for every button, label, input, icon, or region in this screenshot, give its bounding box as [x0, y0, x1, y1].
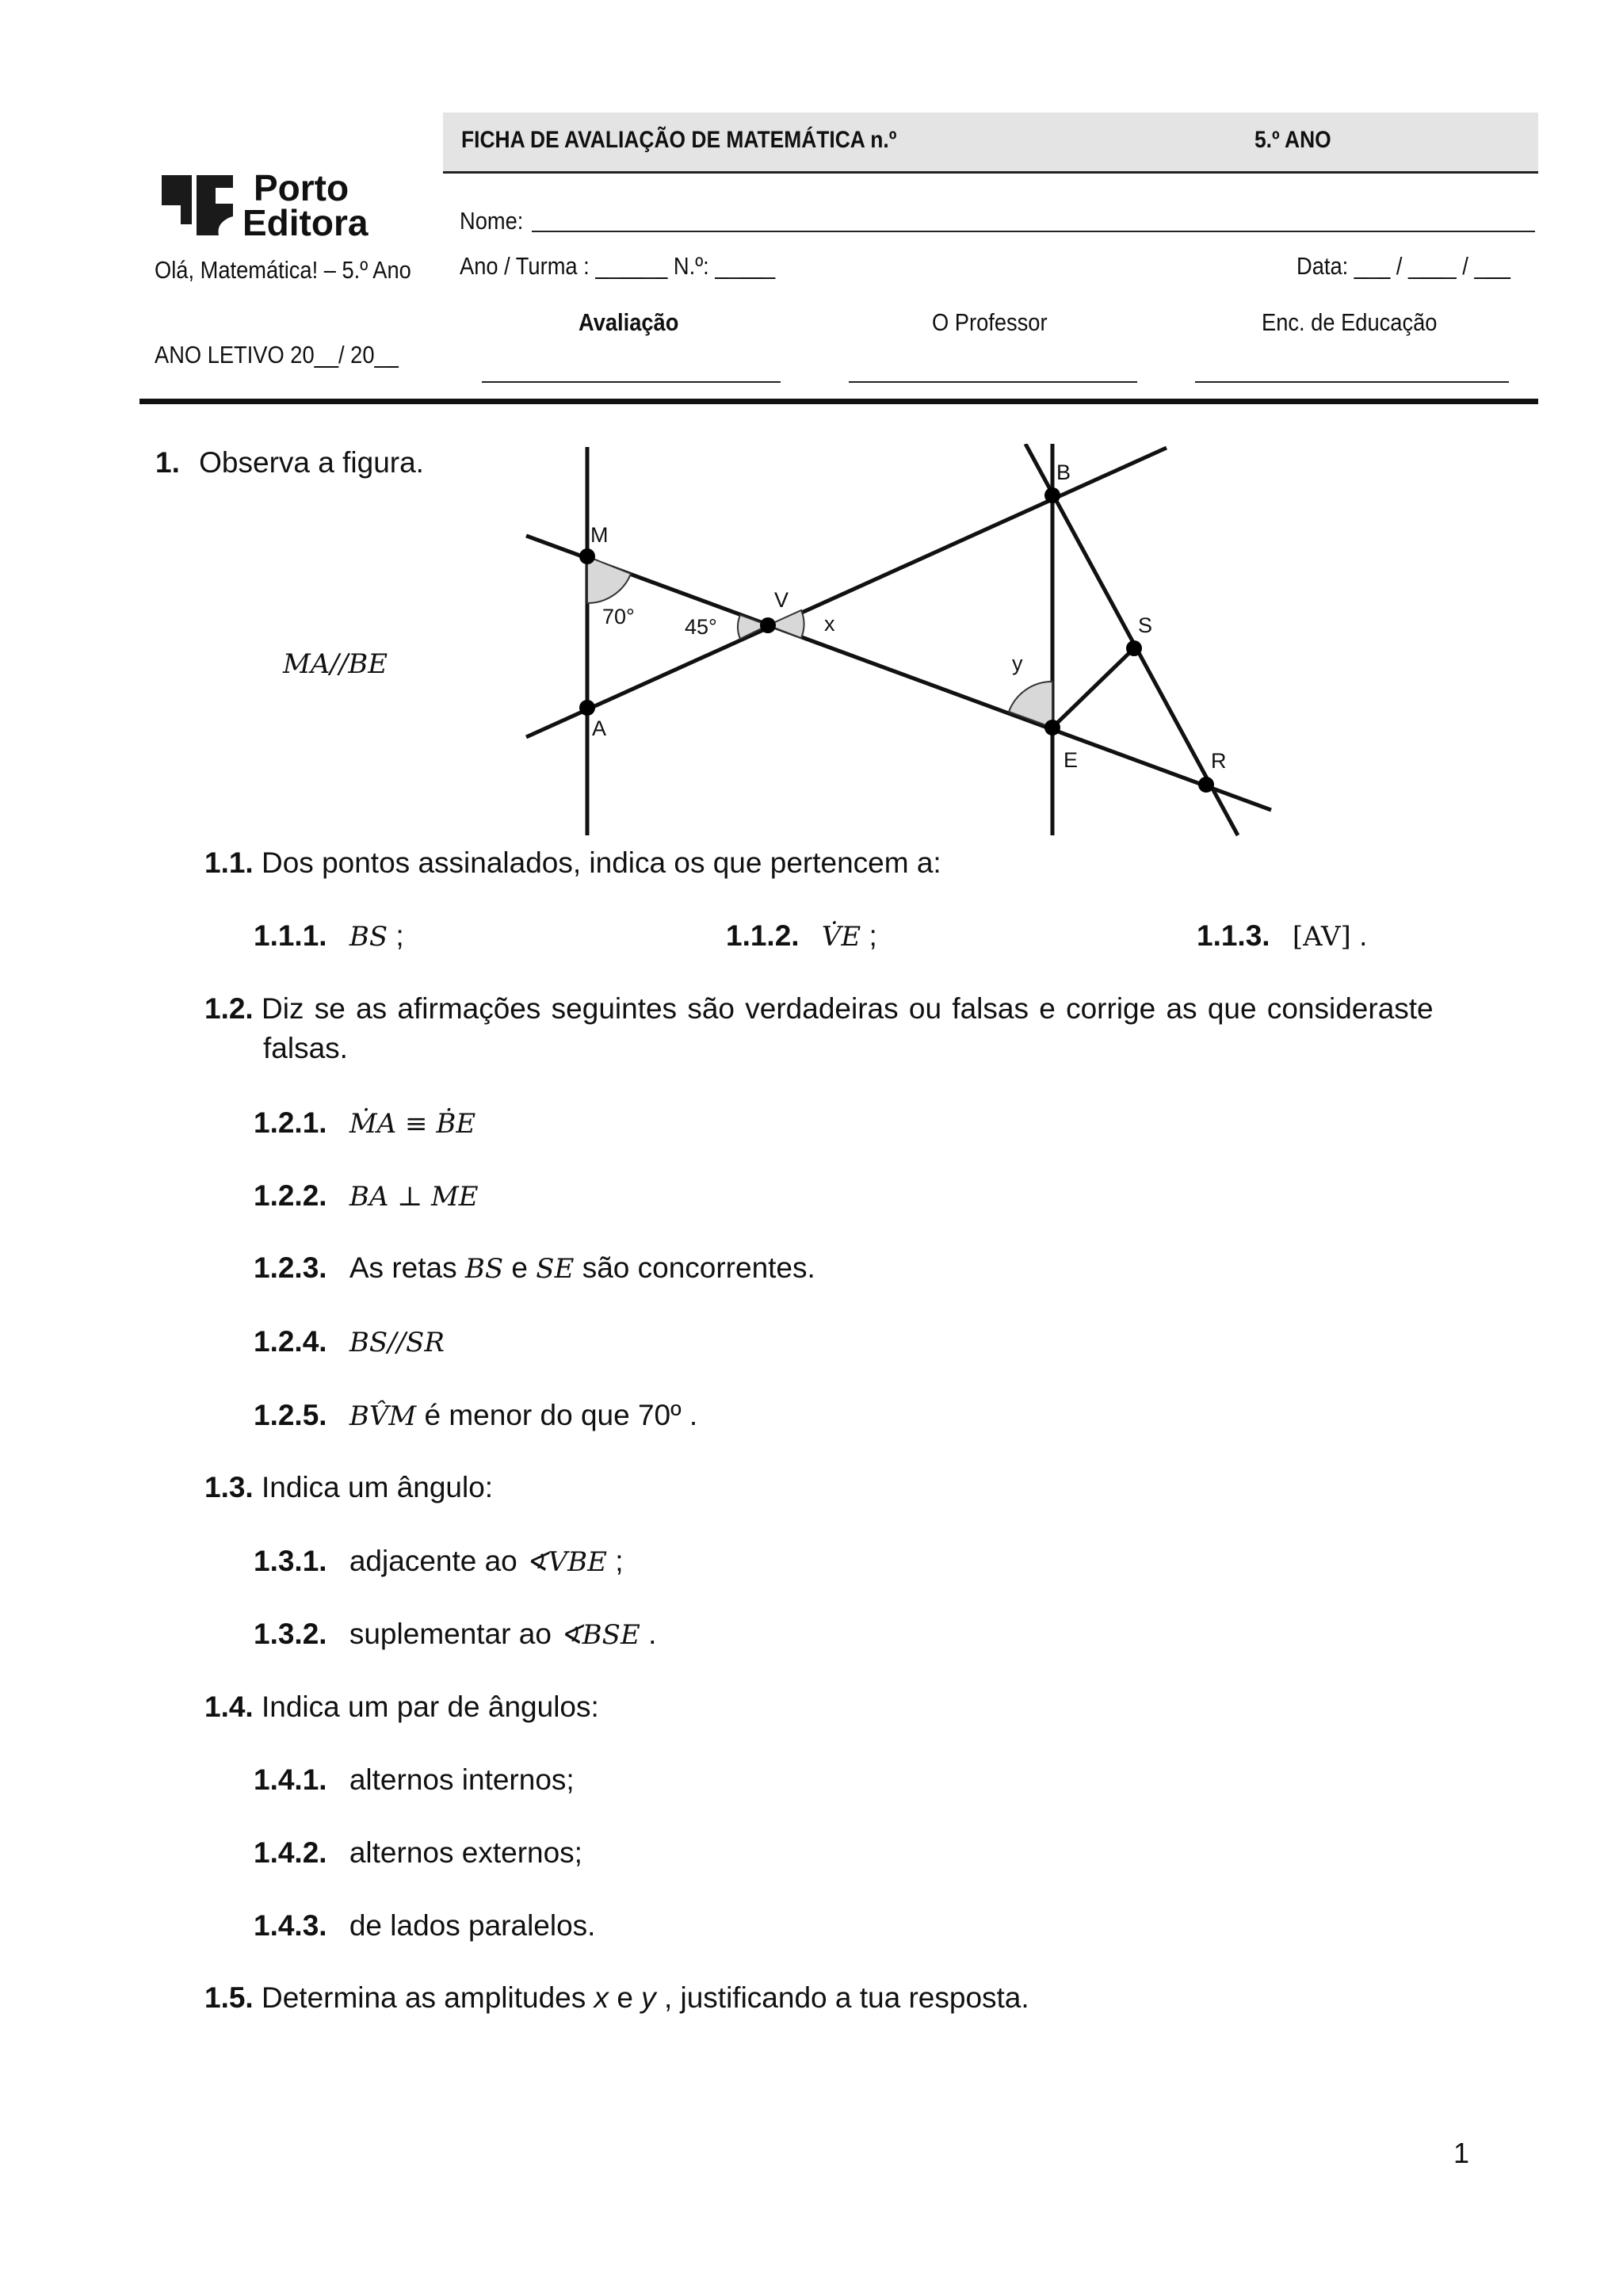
worksheet-title: FICHA DE AVALIAÇÃO DE MATEMÁTICA n.º	[461, 127, 897, 153]
item-1-4-1	[254, 1763, 575, 1797]
question-1-3-text: Indica um ângulo:	[262, 1471, 494, 1503]
item-1-2-5-text: é menor do que 70º .	[424, 1399, 698, 1431]
label-v: V	[774, 588, 789, 612]
line-ab	[526, 448, 1167, 737]
item-1-2-3-text-post: são concorrentes.	[582, 1251, 815, 1284]
geometry-figure	[515, 444, 1284, 840]
item-1-4-2-text: alternos externos;	[349, 1836, 582, 1869]
label-m: M	[590, 523, 609, 547]
item-1-1-2	[726, 919, 877, 953]
item-1-2-4-number: 1.2.4.	[254, 1325, 327, 1358]
item-1-2-3-text-pre: As retas	[349, 1251, 457, 1284]
point-v	[760, 617, 776, 633]
point-r	[1198, 777, 1214, 793]
item-1-1-2-expr: V̇E	[821, 921, 861, 953]
label-angle-45: 45°	[685, 615, 717, 639]
item-1-2-2-number: 1.2.2.	[254, 1179, 327, 1212]
question-1-1-number: 1.1.	[204, 846, 254, 879]
question-1-1	[204, 846, 941, 880]
question-1-5-text-post: , justificando a tua resposta.	[663, 1981, 1029, 2014]
item-1-1-1-number: 1.1.1.	[254, 919, 327, 952]
question-1-4-number: 1.4.	[204, 1690, 254, 1723]
guardian-label: Enc. de Educação	[1262, 308, 1438, 336]
label-s: S	[1138, 613, 1153, 637]
line-br	[1025, 444, 1238, 835]
question-1-2-text-line2: falsas.	[263, 1032, 348, 1064]
point-b	[1044, 487, 1060, 503]
item-1-3-1-punct: ;	[615, 1545, 624, 1577]
logo-text-porto: Porto	[254, 167, 349, 208]
line-mr	[526, 536, 1271, 810]
label-b: B	[1056, 460, 1071, 484]
item-1-3-1-text: adjacente ao	[349, 1545, 517, 1577]
item-1-3-1-expr: ∢VBE	[525, 1546, 607, 1578]
item-1-2-4-expr: BS//SR	[349, 1327, 445, 1358]
question-1-5-x: x	[594, 1981, 609, 2014]
page-number: 1	[1453, 2137, 1470, 2169]
question-1-number: 1.	[155, 446, 180, 479]
question-1-2-number: 1.2.	[204, 992, 254, 1025]
item-1-1-1	[254, 919, 404, 953]
item-1-1-3	[1197, 919, 1367, 953]
item-1-2-4	[254, 1325, 445, 1358]
question-1-5-number: 1.5.	[204, 1981, 254, 2014]
item-1-3-2-text: suplementar ao	[349, 1618, 552, 1650]
item-1-2-3	[254, 1251, 815, 1285]
item-1-4-3-text: de lados paralelos.	[349, 1909, 596, 1942]
item-1-1-1-expr: BS	[349, 921, 388, 953]
evaluation-signature-line[interactable]	[482, 381, 781, 383]
item-1-3-2	[254, 1618, 656, 1651]
label-e: E	[1064, 748, 1079, 772]
item-1-1-1-punct: ;	[395, 919, 404, 952]
item-1-1-3-punct: .	[1359, 919, 1368, 952]
question-1-3	[204, 1471, 493, 1504]
item-1-2-1	[254, 1106, 475, 1140]
question-1-4	[204, 1690, 599, 1724]
item-1-1-3-expr: [AV]	[1292, 921, 1351, 953]
evaluation-label: Avaliação	[579, 308, 679, 336]
question-1-5	[204, 1981, 1029, 2015]
item-1-2-1-expr: ṀA ≡ ḂE	[349, 1108, 476, 1140]
name-label: Nome:	[460, 207, 524, 235]
item-1-2-2	[254, 1179, 479, 1213]
book-label: Olá, Matemática! – 5.º Ano	[155, 256, 411, 284]
item-1-2-5	[254, 1399, 697, 1432]
question-1	[155, 446, 424, 479]
question-1-1-text: Dos pontos assinalados, indica os que pertencem a:	[262, 846, 941, 879]
school-year-label: ANO LETIVO 20__/ 20__	[155, 341, 399, 369]
point-s	[1126, 640, 1142, 656]
item-1-4-2	[254, 1836, 582, 1870]
teacher-signature-line[interactable]	[849, 381, 1137, 383]
grade-label: 5.º ANO	[1254, 127, 1331, 153]
label-x: x	[824, 612, 835, 636]
item-1-2-1-number: 1.2.1.	[254, 1106, 327, 1139]
question-1-2	[204, 992, 1434, 1026]
question-1-5-text-mid: e	[617, 1981, 633, 2014]
item-1-2-5-expr: BV̂M	[349, 1400, 417, 1432]
item-1-3-2-punct: .	[648, 1618, 657, 1650]
point-e	[1044, 720, 1060, 735]
item-1-3-2-expr: ∢BSE	[559, 1619, 640, 1651]
question-1-text: Observa a figura.	[199, 446, 424, 479]
header-divider	[139, 399, 1538, 404]
item-1-4-3-number: 1.4.3.	[254, 1909, 327, 1942]
question-1-3-number: 1.3.	[204, 1471, 254, 1503]
item-1-4-2-number: 1.4.2.	[254, 1836, 327, 1869]
item-1-2-3-number: 1.2.3.	[254, 1251, 327, 1284]
question-1-5-y: y	[641, 1981, 656, 2014]
item-1-4-3	[254, 1909, 595, 1943]
question-1-2-text-line1: Diz se as afirmações seguintes são verdadeiras ou falsas e corrige as que consideraste	[262, 992, 1434, 1025]
item-1-3-1	[254, 1545, 623, 1578]
item-1-1-3-number: 1.1.3.	[1197, 919, 1270, 952]
angle-70-arc	[587, 556, 631, 603]
item-1-2-3-text-mid: e	[511, 1251, 528, 1284]
label-a: A	[592, 716, 607, 740]
parallel-given: MA//BE	[283, 648, 388, 680]
class-number-label[interactable]: Ano / Turma : ______ N.º: _____	[460, 252, 776, 280]
label-angle-70: 70°	[602, 605, 635, 628]
item-1-3-2-number: 1.3.2.	[254, 1618, 327, 1650]
point-m	[579, 548, 595, 564]
item-1-4-1-number: 1.4.1.	[254, 1763, 327, 1796]
teacher-label: O Professor	[932, 308, 1048, 336]
item-1-2-5-number: 1.2.5.	[254, 1399, 327, 1431]
item-1-2-3-line-se: SE	[536, 1253, 575, 1285]
label-r: R	[1211, 749, 1227, 773]
item-1-1-2-punct: ;	[869, 919, 877, 952]
logo-text-editora: Editora	[242, 202, 369, 243]
question-1-5-text-pre: Determina as amplitudes	[262, 1981, 586, 2014]
guardian-signature-line[interactable]	[1195, 381, 1509, 383]
point-a	[579, 700, 595, 716]
item-1-2-2-expr: BA ⊥ ME	[349, 1181, 479, 1213]
item-1-1-2-number: 1.1.2.	[726, 919, 800, 952]
item-1-3-1-number: 1.3.1.	[254, 1545, 327, 1577]
name-field-line[interactable]	[532, 231, 1535, 232]
item-1-4-1-text: alternos internos;	[349, 1763, 575, 1796]
segment-es	[1052, 648, 1134, 728]
label-y: y	[1012, 651, 1023, 675]
item-1-2-3-line-bs: BS	[464, 1253, 504, 1285]
date-label[interactable]: Data: ___ / ____ / ___	[1296, 252, 1510, 280]
question-1-4-text: Indica um par de ângulos:	[262, 1690, 599, 1723]
